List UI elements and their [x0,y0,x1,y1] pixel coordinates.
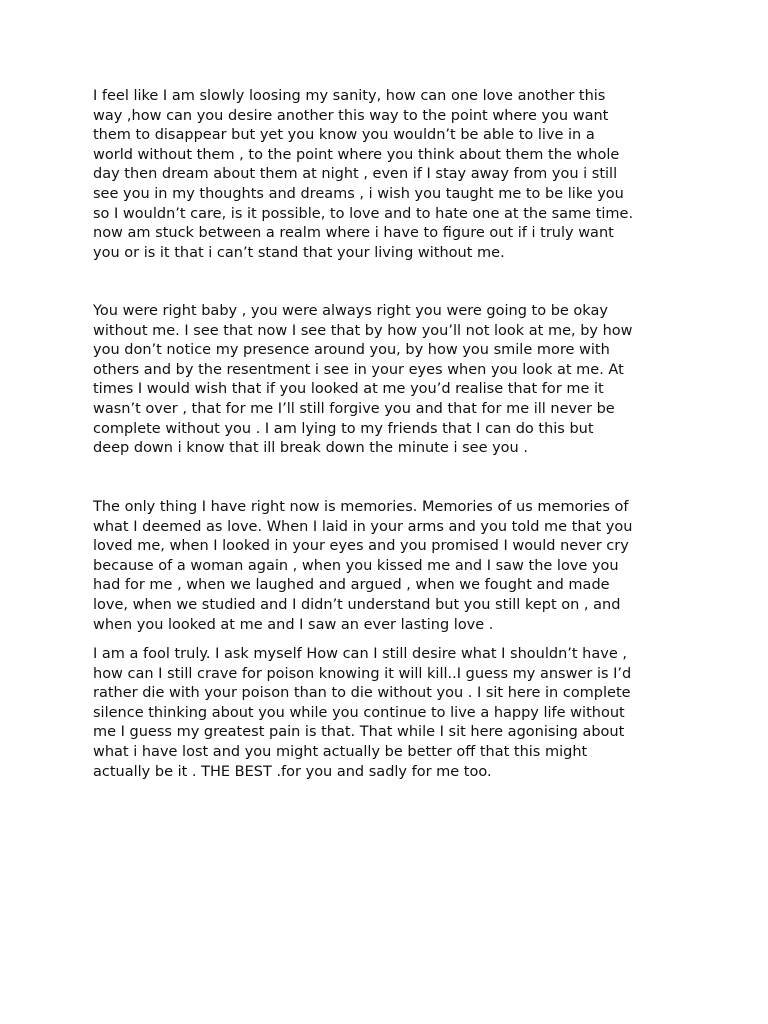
paragraph-1: I feel like I am slowly loosing my sanity, how can one love another this way ,how can you desire another this way to the point where you want them to disappear but yet you know you wouldn’t be able to live in a world without them , to the point where you think about them the whole day then dream about them at night , even if I stay away from you i still see you in my thoughts and dreams , i wish you taught me to be like you so I wouldn’t care, is it possible, to love and to hate one at the same time. now am stuck between a realm where i have to figure out if i truly want you or is it that i can’t stand that your living without me. [93,88,634,261]
paragraph-2: You were right baby , you were always right you were going to be okay without me. I see that now I see that by how you’ll not look at me, by how you don’t notice my presence around you, by how you smile more with others and by the resentment i see in your eyes when you look at me. At times I would wish that if you looked at me you’d realise that for me it wasn’t over , that for me I’ll still forgive you and that for me ill never be complete without you . I am lying to my friends that I can do this but deep down i know that ill break down the minute i see you . [93,303,633,457]
paragraph-4: I am a fool truly. I ask myself How can I still desire what I shouldn’t have , how can I still crave for poison knowing it will kill..I guess my answer is I’d rather die with your poison than to die without you . I sit here in complete silence thinking about you while you continue to live a happy life without me I guess my greatest pain is that. That while I sit here agonising about what i have lost and you might actually be better off that this might actually be it . THE BEST .for you and sadly for me too. [93,646,632,780]
paragraph-3: The only thing I have right now is memories. Memories of us memories of what I deemed as love. When I laid in your arms and you told me that you loved me, when I looked in your eyes and you promised I would never cry because of a woman again , when you kissed me and I saw the love you had for me , when we laughed and argued , when we fought and made love, when we studied and I didn’t understand but you still kept on , and when you looked at me and I saw an ever lasting love . [93,499,633,633]
